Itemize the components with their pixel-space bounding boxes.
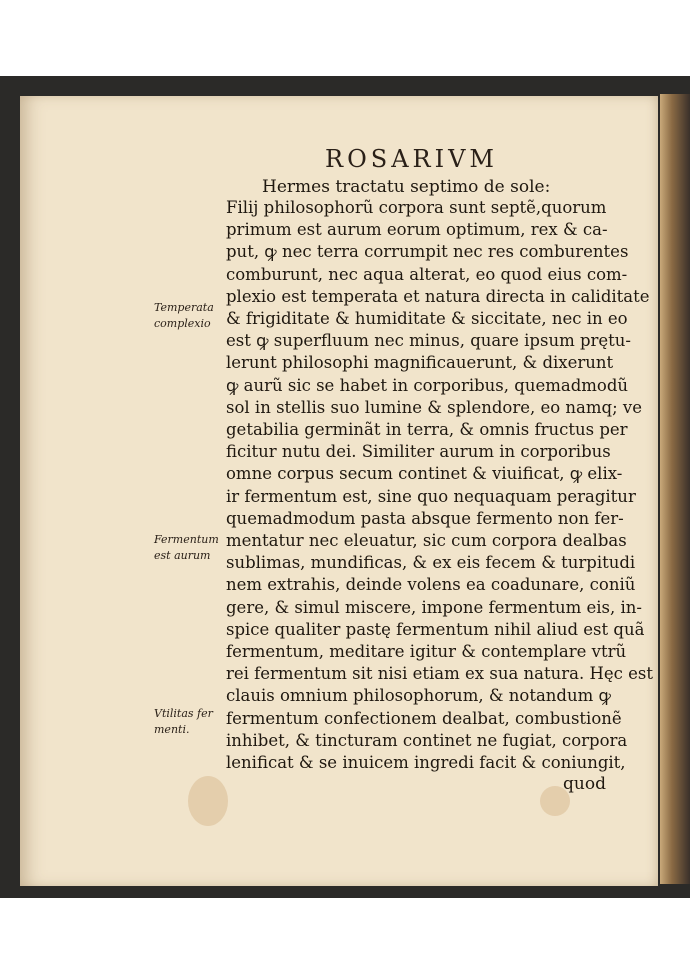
margin-note [154, 300, 226, 332]
text-line: comburunt, nec aqua alterat, eo quod eius com- [226, 264, 628, 284]
text-line: ir fermentum est, sine quo nequaquam peragitur [226, 486, 636, 506]
text-line: lerunt philosophi magnificauerunt, & dixerunt [226, 353, 614, 373]
margin-note [154, 706, 226, 738]
text-line: inhibet, & tincturam continet ne fugiat, corpora [226, 730, 628, 750]
margin-note-line: est aurum [154, 549, 211, 562]
text-line: clauis omnium philosophorum, & notandum ꝙ [226, 686, 611, 706]
text-line: nem extrahis, deinde volens ea coadunare, coniũ [226, 575, 636, 595]
margin-note-line: complexio [154, 317, 211, 330]
text-line: put, ꝙ nec terra corrumpit nec res comburentes [226, 242, 629, 262]
margin-note-line: Vtilitas fer [154, 707, 213, 720]
page-edge [660, 94, 690, 884]
margin-note-line: Temperata [154, 301, 214, 314]
text-line: ꝙ aurũ sic se habet in corporibus, quemadmodũ [226, 375, 629, 395]
text-line: plexio est temperata et natura directa in caliditate [226, 286, 650, 306]
text-line: gere, & simul miscere, impone fermentum eis, in- [226, 597, 642, 617]
text-line: quemadmodum pasta absque fermento non fer- [226, 508, 624, 528]
text-line: mentatur nec eleuatur, sic cum corpora dealbas [226, 531, 627, 551]
text-line: getabilia germinãt in terra, & omnis fructus per [226, 420, 628, 440]
text-line: Filij philosophorũ corpora sunt septẽ,quorum [226, 198, 607, 217]
stain [188, 776, 228, 826]
section-heading: Hermes tractatu septimo de sole: [262, 177, 551, 197]
margin-note-line: menti. [154, 723, 190, 736]
catchword: quod [563, 774, 606, 794]
text-line: ficitur nutu dei. Similiter aurum in corporibus [226, 442, 611, 462]
text-line: primum est aurum eorum optimum, rex & ca- [226, 220, 608, 240]
margin-note-line: Fermentum [154, 533, 219, 546]
text-line: est ꝙ superfluum nec minus, quare ipsum prętu- [226, 331, 632, 351]
text-line: sublimas, mundificas, & ex eis fecem & turpitudi [226, 553, 636, 573]
text-line: fermentum confectionem dealbat, combustionẽ [226, 708, 622, 728]
text-line: spice qualiter pastę fermentum nihil aliud est quã [226, 619, 645, 639]
text-line: & frigiditate & humiditate & siccitate, nec in eo [226, 309, 628, 329]
text-line: lenificat & se inuicem ingredi facit & coniungit, [226, 753, 626, 773]
text-line: sol in stellis suo lumine & splendore, eo namq; ve [226, 397, 642, 417]
margin-note [154, 532, 226, 564]
text-line: fermentum, meditare igitur & contemplare vtrũ [226, 642, 627, 662]
running-head: ROSARIVM [325, 145, 498, 173]
text-line: rei fermentum sit nisi etiam ex sua natura. Hęc est [226, 664, 653, 684]
body-text [226, 197, 653, 774]
text-line: omne corpus secum continet & viuificat, ꝙ elix- [226, 464, 623, 484]
